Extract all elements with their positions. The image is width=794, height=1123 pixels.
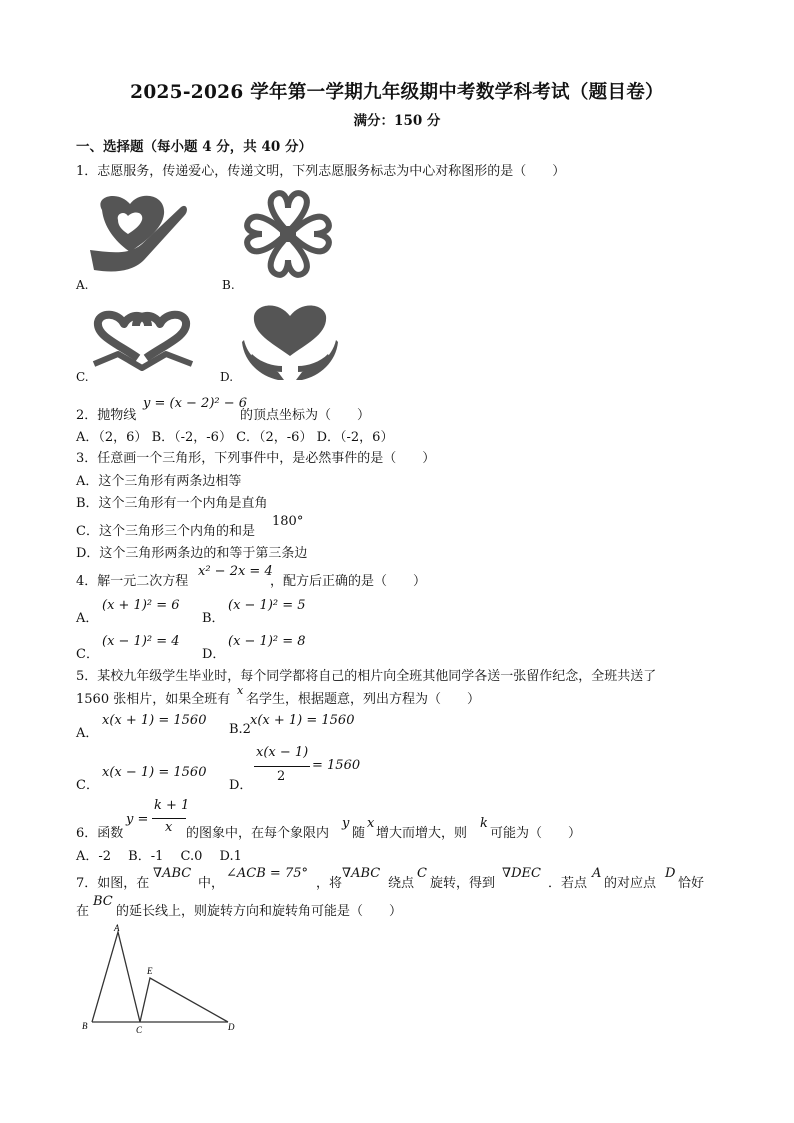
heart-hand-logo-icon [88,190,190,282]
q6-fraction-bar [152,818,186,819]
q7-line1-d: 绕点 [388,876,415,891]
q1-option-c-label: C. [76,370,89,384]
q1-option-b-label: B. [222,278,235,292]
q3-option-b: B．这个三角形有一个内角是直角 [76,496,268,511]
q5-variable-x: x [237,684,244,697]
q7-point-a: A [592,866,602,881]
figure-label-e: E [147,966,153,976]
figure-label-a: A [114,923,120,933]
section-heading: 一、选择题（每小题 4 分，共 40 分） [76,139,312,155]
q7-segment-bc: BC [93,894,113,909]
q4-option-b: (x − 1)² = 5 [228,598,306,613]
q2-options: A．（2，6） B．（-2，-6） C．（2，-6） D．（-2，6） [76,430,394,445]
q5-option-d-denominator: 2 [277,769,286,784]
q6-fraction-numerator: k + 1 [154,798,190,813]
figure-label-c: C [136,1025,143,1034]
q4-option-d-label: D． [202,647,226,662]
q7-angle-acb: ∠ACB = 75° [226,866,308,881]
q5-option-d-numerator: x(x − 1) [256,745,309,760]
q6-stem-part4: 可能为（ ） [490,826,582,841]
q7-triangle-abc: ∇ABC [153,866,192,881]
q7-line1-f: ．若点 [548,876,588,891]
q6-stem-part2: 随 [352,826,366,841]
clover-hearts-logo-icon [238,188,338,284]
q5-stem-line2-suffix: 名学生，根据题意，列出方程为（ ） [246,692,481,707]
figure-label-d: D [228,1022,235,1032]
q5-option-b: x(x + 1) = 1560 [250,713,355,728]
q6-stem-part3: 增大而增大，则 [376,826,468,841]
q5-fraction-bar [254,766,310,767]
q6-fraction-denominator: x [165,820,173,835]
hands-heart-logo-icon [238,302,342,386]
q4-formula: x² − 2x = 4 [198,564,273,579]
exam-title: 2025-2026 学年第一学期九年级期中考数学科考试（题目卷） [130,82,664,103]
q5-option-d-label: D． [229,778,253,793]
q5-option-c: x(x − 1) = 1560 [102,765,207,780]
q4-option-a-label: A． [76,611,99,626]
q7-line1-c: ，将 [316,876,343,891]
q7-triangle-dec: ∇DEC [502,866,541,881]
q4-option-c-label: C． [76,647,99,662]
q7-line1-a: 7．如图，在 [76,876,150,891]
q6-stem-part1: 的图象中，在每个象限内 [186,826,330,841]
q7-line1-b: 中， [198,876,225,891]
q5-stem-line1: 5．某校九年级学生毕业时，每个同学都将自己的相片向全班其他同学各送一张留作纪念，全班共送了 [76,669,657,684]
figure-label-b: B [82,1021,88,1031]
q4-option-c: (x − 1)² = 4 [102,634,180,649]
q2-stem-prefix: 2．抛物线 [76,408,137,423]
q6-stem-prefix: 6．函数 [76,826,124,841]
q7-line2-a: 在 [76,904,90,919]
q1-stem: 1．志愿服务，传递爱心，传递文明，下列志愿服务标志为中心对称图形的是（ ） [76,164,566,179]
q6-variable-k: k [480,816,488,831]
q4-option-d: (x − 1)² = 8 [228,634,306,649]
q5-option-d-rhs: = 1560 [312,758,361,773]
q1-option-a-label: A. [76,278,89,292]
q7-point-d: D [665,866,676,881]
q2-stem-suffix: 的顶点坐标为（ ） [240,408,371,423]
q6-options: A．-2 B．-1 C.0 D.1 [76,849,242,864]
q5-option-a: x(x + 1) = 1560 [102,713,207,728]
ribbon-hearts-logo-icon [88,308,198,382]
q7-point-c: C [417,866,427,881]
q5-option-b-label: B.2 [229,722,251,737]
q3-option-a: A．这个三角形有两条边相等 [76,474,242,489]
q2-formula: y = (x − 2)² − 6 [143,396,248,411]
q5-option-a-label: A． [76,726,99,741]
q3-stem: 3．任意画一个三角形，下列事件中，是必然事件的是（ ） [76,451,436,466]
q7-geometry-figure [78,922,248,1038]
q1-option-d-label: D. [220,370,234,384]
q7-line1-e: 旋转，得到 [430,876,496,891]
q7-triangle-abc-2: ∇ABC [342,866,381,881]
q4-option-a: (x + 1)² = 6 [102,598,180,613]
q5-stem-line2-prefix: 1560 张相片，如果全班有 [76,692,231,707]
q3-option-d: D．这个三角形两条边的和等于第三条边 [76,546,308,561]
q6-function-y: y = [126,812,149,827]
q4-stem-suffix: ，配方后正确的是（ ） [270,574,427,589]
q7-line2-b: 的延长线上，则旋转方向和旋转角可能是（ ） [116,904,403,919]
q7-line1-g: 的对应点 [604,876,657,891]
q3-option-c-value: 180° [272,514,304,529]
full-score: 满分：150 分 [353,113,441,129]
q3-option-c: C．这个三角形三个内角的和是 [76,524,255,539]
q6-variable-x: x [367,816,375,831]
q4-option-b-label: B． [202,611,225,626]
q4-stem-prefix: 4．解一元二次方程 [76,574,189,589]
q6-variable-y: y [342,816,350,831]
q7-line1-h: 恰好 [678,876,705,891]
q5-option-c-label: C． [76,778,99,793]
